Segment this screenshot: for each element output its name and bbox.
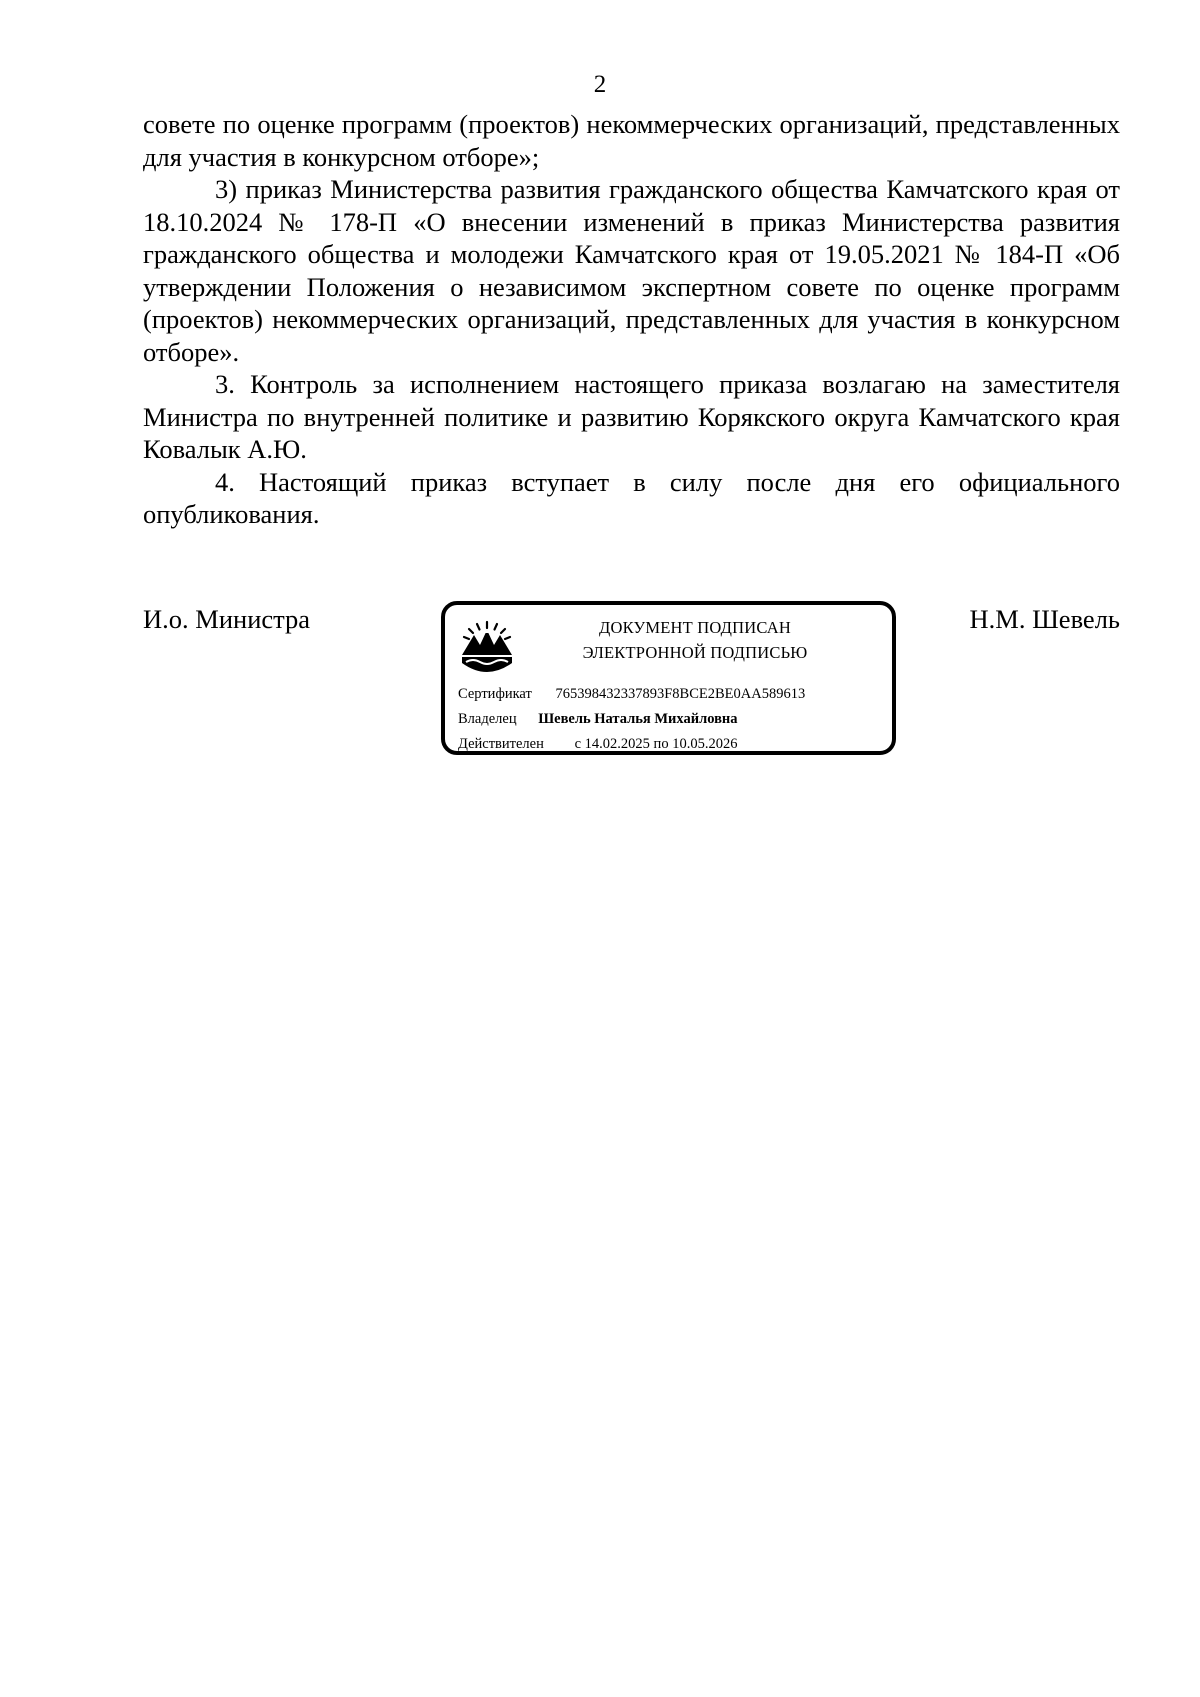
- stamp-title-line-1: ДОКУМЕНТ ПОДПИСАН: [599, 618, 791, 637]
- signatory-role: И.о. Министра: [143, 604, 311, 634]
- owner-label: Владелец: [458, 711, 517, 727]
- validity-value: с 14.02.2025 по 10.05.2026: [574, 736, 738, 752]
- stamp-title-line-2: ЭЛЕКТРОННОЙ ПОДПИСЬЮ: [582, 643, 808, 662]
- stamp-validity-row: [458, 734, 737, 754]
- certificate-label: Сертификат: [458, 686, 532, 702]
- paragraph-effective-date: 4. Настоящий приказ вступает в силу после дня его официального опубликования.: [143, 466, 1120, 529]
- electronic-signature-stamp: [441, 601, 896, 755]
- stamp-certificate-row: [458, 684, 805, 704]
- stamp-title: [540, 615, 850, 665]
- stamp-owner-row: [458, 709, 738, 729]
- signatory-name: Н.М. Шевель: [969, 604, 1120, 634]
- page-number: 2: [593, 71, 607, 98]
- kamchatka-coat-of-arms-icon: [457, 619, 517, 677]
- document-body: [143, 108, 1120, 531]
- paragraph-continuation: совете по оценке программ (проектов) некоммерческих организаций, представленных для участия в конкурсном отборе»;: [143, 109, 1120, 172]
- validity-label: Действителен: [458, 736, 544, 752]
- certificate-value: 765398432337893F8BCE2BE0AA589613: [555, 686, 806, 702]
- paragraph-item-3: 3) приказ Министерства развития гражданского общества Камчатского края от 18.10.2024 № 178-П «О внесении изменений в приказ Министерства развития гражданского общества и молодежи Камчатского края от 19.05.2021 № 184-П «Об утверждении Положения о независимом экспертном совете по оценке программ (проектов) некоммерческих организаций, представленных для участия в конкурсном отборе».: [143, 174, 1120, 367]
- owner-value: Шевель Наталья Михайловна: [538, 711, 738, 727]
- paragraph-control: 3. Контроль за исполнением настоящего приказа возлагаю на заместителя Министра по внутренней политике и развитию Корякского округа Камчатского края Ковалык А.Ю.: [143, 369, 1120, 464]
